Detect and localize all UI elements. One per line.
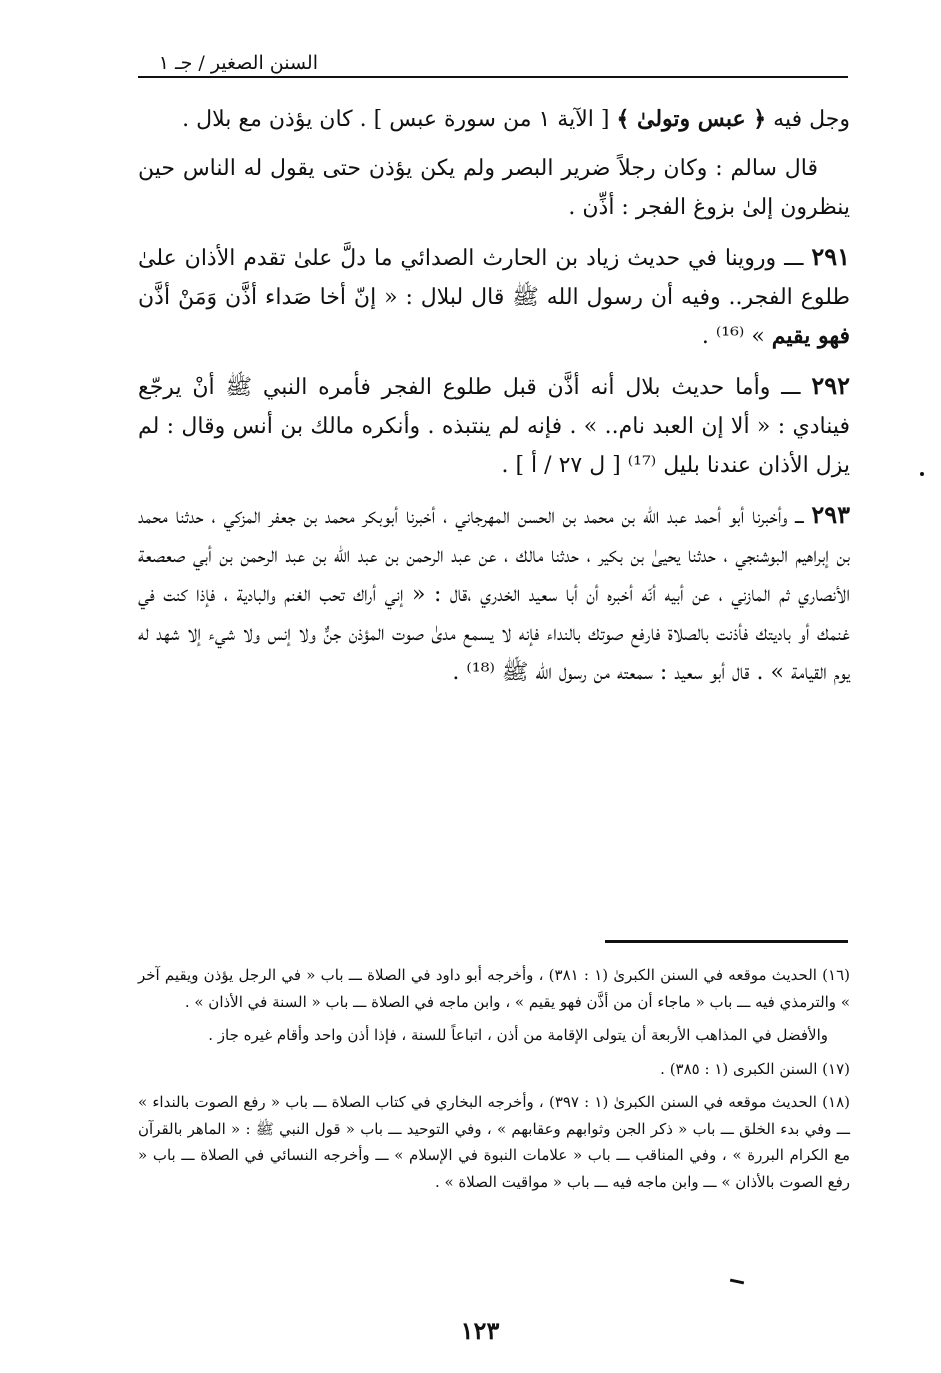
running-head: السنن الصغير / جـ ١	[158, 52, 318, 74]
scan-mark	[730, 1279, 744, 1285]
salim-paragraph: قال سالم : وكان رجلاً ضرير البصر ولم يكن يؤذن حتى يقول له الناس حين ينظرون إلىٰ بزوغ الفجر : أذِّن .	[138, 156, 850, 220]
hadith-291-text: ـــ وروينا في حديث زياد بن الحارث الصدائي ما دلَّ علىٰ تقدم الأذان علىٰ طلوع الفجر.. وفيه أن رسول الله ﷺ قال لبلال : « إنّ أخا صَداء أذَّن وَمَنْ أذَّن	[138, 246, 850, 310]
hadith-291-bold-phrase: فهو يقيم	[771, 323, 850, 349]
continued-text-start: وجل فيه	[766, 107, 850, 132]
footnote-rule	[605, 940, 848, 943]
hadith-number-293: ٢٩٣	[811, 500, 850, 529]
continued-text-end: [ الآية ١ من سورة عبس ] . كان يؤذن مع بلال .	[182, 107, 617, 132]
footnote-17: (١٧) السنن الكبرى (١ : ٣٨٥) .	[660, 1059, 850, 1078]
hadith-291	[138, 237, 850, 356]
footnote-18: (١٨) الحديث موقعه في السنن الكبرىٰ (١ : ٣٩٧) ، وأخرجه البخاري في كتاب الصلاة ـــ باب « رفع الصوت بالنداء » ـــ وفي بدء الخلق ـــ باب « ذكر الجن وثوابهم وعقابهم » ، وفي التوحيد ـــ باب « قول النبي ﷺ : « الماهر بالقرآن مع الكرام البررة » ، وفي المناقب ـــ باب « علامات النبوة في الإسلام » ـــ وأخرجه النسائي في الصلاة ـــ باب « رفع الصوت بالأذان » ـــ وابن ماجه فيه ـــ باب « مواقيت الصلاة » .	[138, 1093, 850, 1191]
hadith-293	[138, 495, 850, 692]
page-number: ١٢٣	[460, 1316, 500, 1345]
continued-paragraph	[138, 100, 850, 139]
footnote-16: (١٦) الحديث موقعه في السنن الكبرىٰ (١ : ٣٨١) ، وأخرجه أبو داود في الصلاة ـــ باب « في الرجل يؤذن ويقيم آخر » والترمذي فيه ـــ باب « ماجاء أن من أذَّن فهو يقيم » ، وابن ماجه في الصلاة ـــ باب « السنة في الأذان » .	[138, 966, 851, 1011]
hadith-number-292: ٢٩٢	[811, 371, 850, 400]
footnotes	[138, 962, 850, 1202]
quran-verse: ﴿ عبس وتولىٰ ﴾	[616, 106, 767, 132]
footnote-16-note: والأفضل في المذاهب الأربعة أن يتولى الإقامة من أذن ، اتباعاً للسنة ، فإذا أذن واحد وأقام غيره جاز .	[208, 1026, 828, 1044]
hadith-number-291: ٢٩١	[811, 242, 850, 271]
hadith-292-text: ـــ وأما حديث بلال أنه أذَّن قبل طلوع الفجر فأمره النبي ﷺ أنْ يرجّع فينادي : « ألا إن العبد نام.. » . فإنه لم ينتبذه . وأنكره مالك بن أنس وقال : لم يزل الأذان عندنا بليل ⁽¹⁷⁾ [ ل ٢٧ / أ ] .	[138, 375, 850, 478]
header-rule	[138, 76, 848, 78]
main-text	[138, 100, 850, 702]
margin-dot	[920, 472, 924, 476]
hadith-291-end: » ⁽¹⁶⁾ .	[701, 324, 772, 349]
hadith-293-text: ـــ وأخبرنا أبو أحمد عبد الله بن محمد بن الحسن المهرجاني ، أخبرنا أبوبكر محمد بن جعفر المزكي ، حدثنا محمد بن إبراهيم البوشنجي ، حدثنا يحيىٰ بن بكير ، حدثنا مالك ، عن عبد الرحمن بن عبد الله بن عبد الرحمن بن أبي صعصعة الأنصاري ثم المازني ، عن أبيه أنّه أخبره أن أبا سعيد الخدري ،قال : « إني أراك تحب الغنم والبادية ، فإذا كنت في غنمك أو باديتك فأذنت بالصلاة فارفع صوتك بالنداء فإنه لا يسمع مدىٰ صوت المؤذن جنٌّ ولا إنس ولا شيء إلا شهد له يوم القيامة » . قال أبو سعيد : سمعته من رسول الله ﷺ ⁽¹⁸⁾ .	[138, 504, 850, 685]
hadith-292	[138, 366, 850, 485]
